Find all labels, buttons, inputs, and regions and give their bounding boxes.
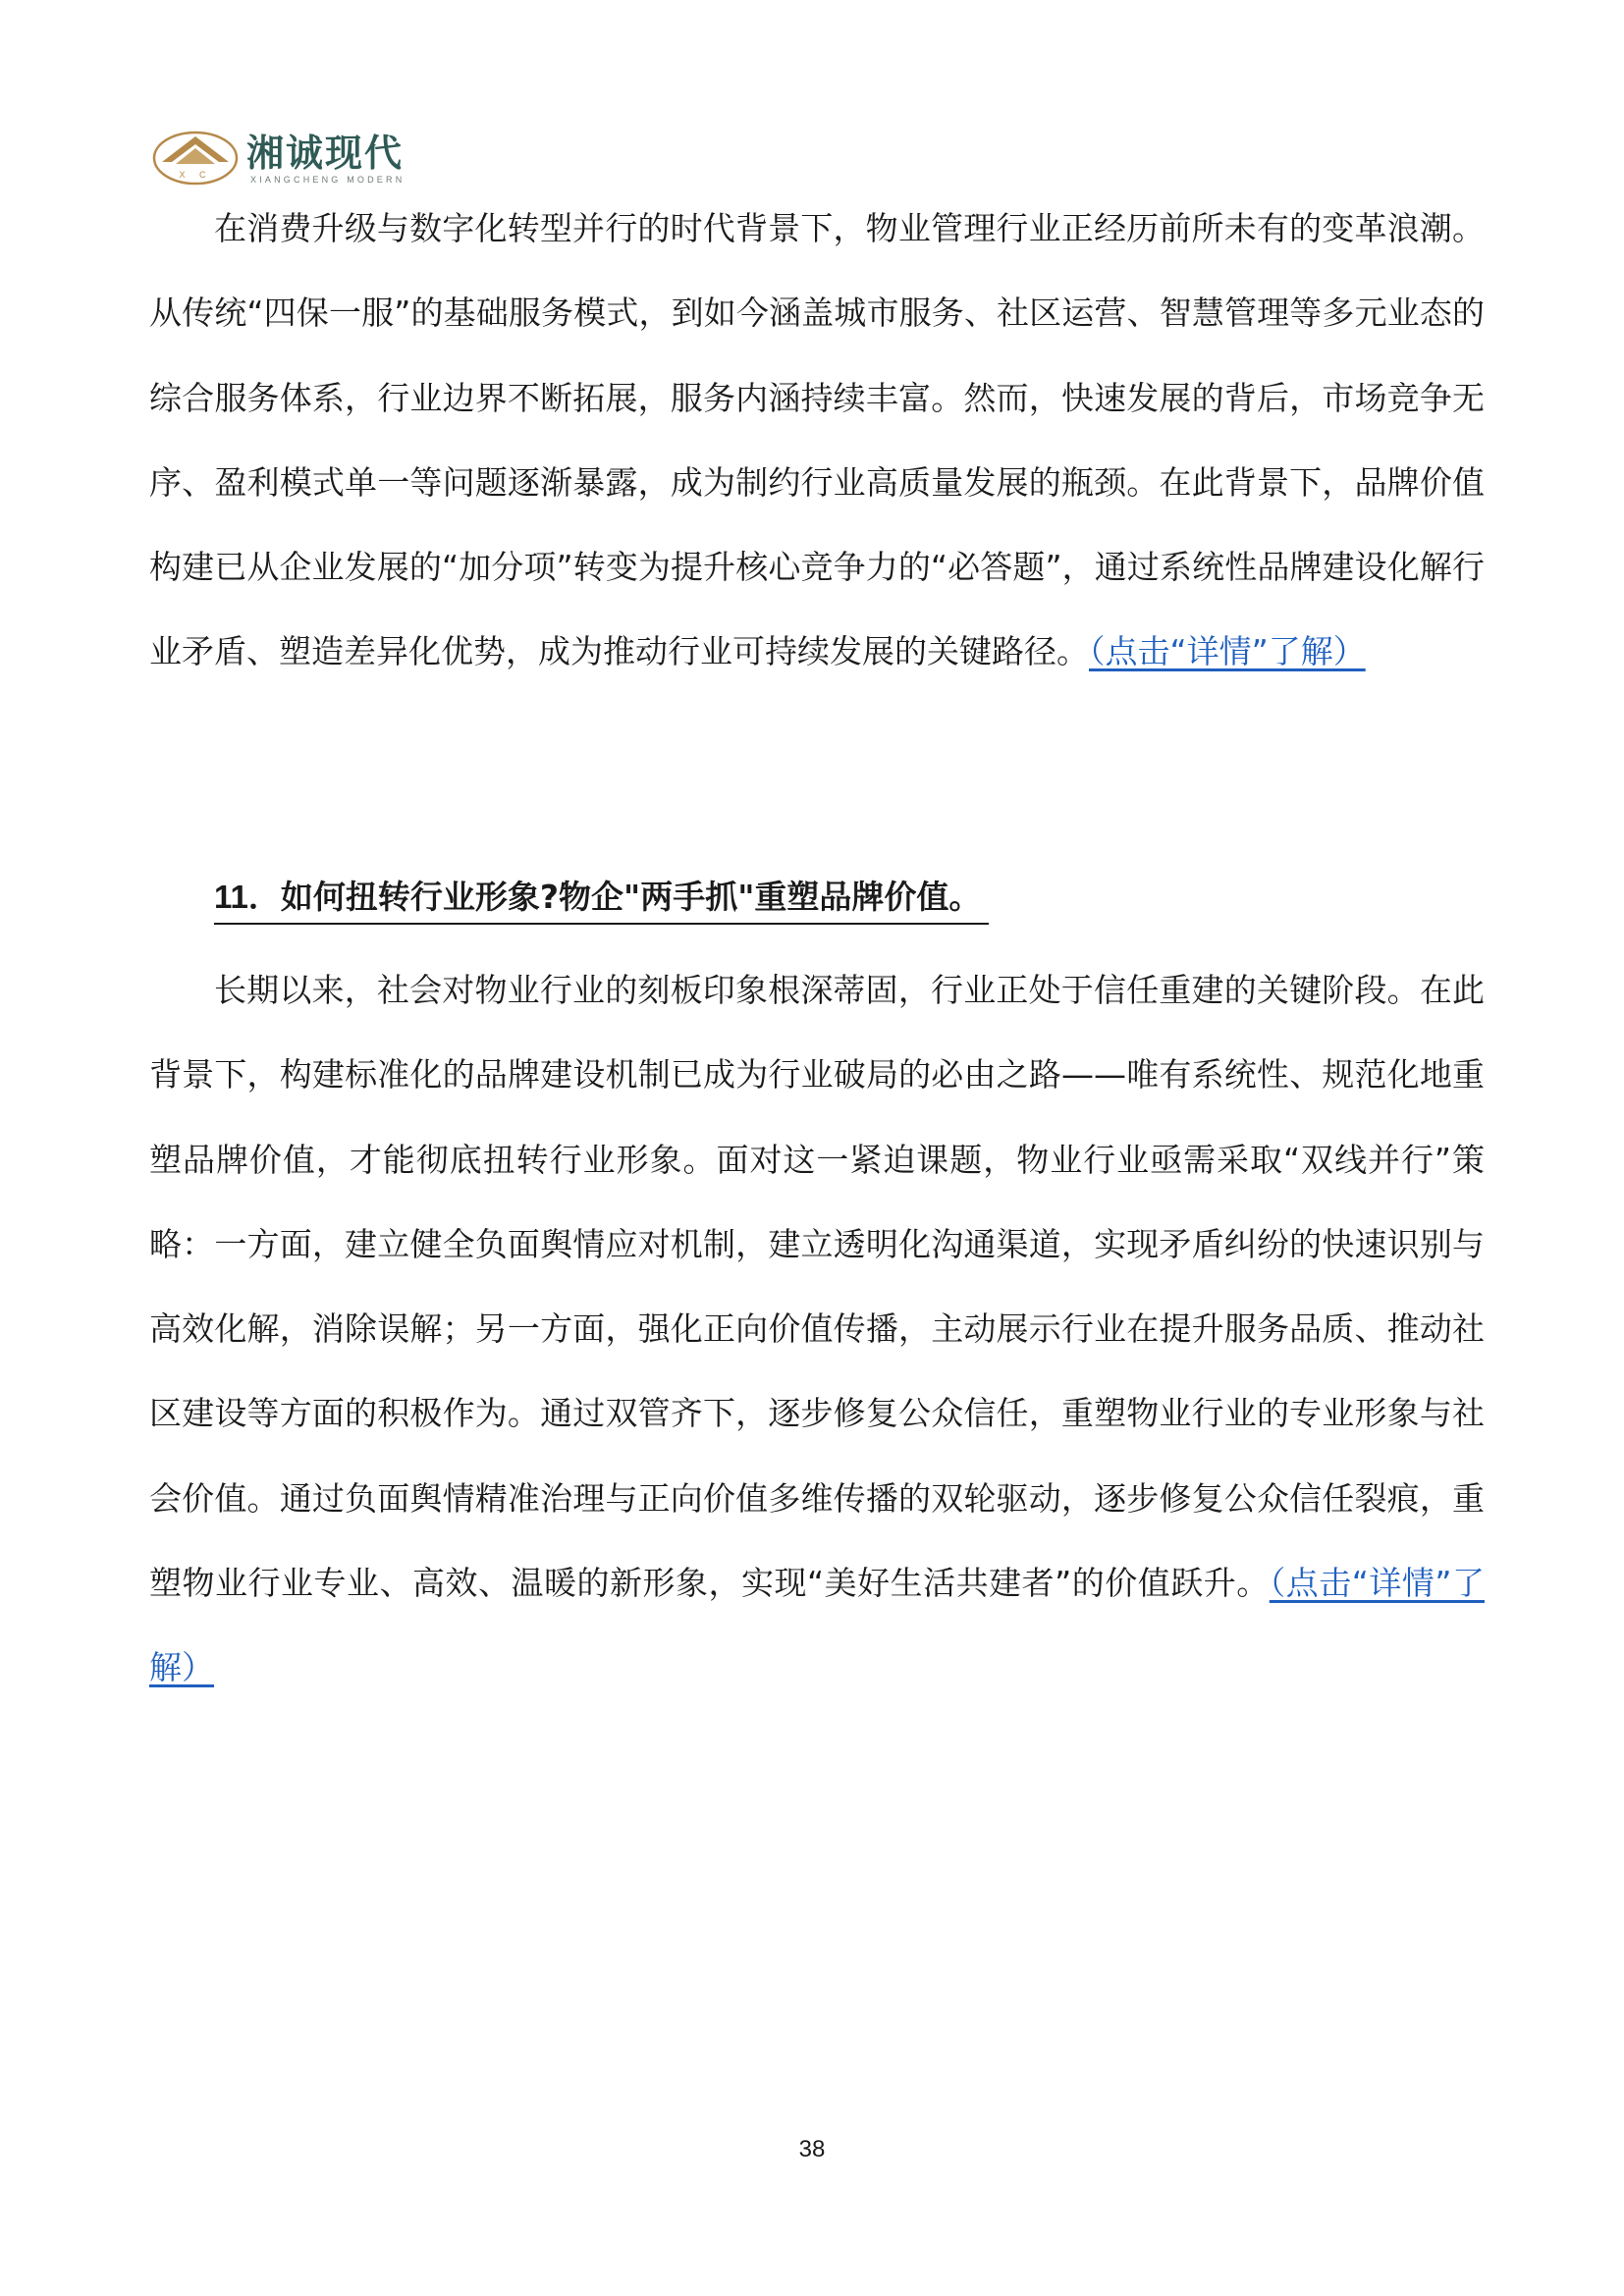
section2-body: 长期以来，社会对物业行业的刻板印象根深蒂固，行业正处于信任重建的关键阶段。在此背景下，构建标准化的品牌建设机制已成为行业破局的必由之路——唯有系统性、规范化地重塑品牌价值，才能彻底扭转行业形象。面对这一紧迫课题，物业行业亟需采取“双线并行”策略：一方面，建立健全负面舆情应对机制，建立透明化沟通渠道，实现矛盾纠纷的快速识别与高效化解，消除误解；另一方面，强化正向价值传播，主动展示行业在提升服务品质、推动社区建设等方面的积极作为。通过双管齐下，逐步修复公众信任，重塑物业行业的专业形象与社会价值。通过负面舆情精准治理与正向价值多维传播的双轮驱动，逐步修复公众信任裂痕，重塑物业行业专业、高效、温暖的新形象，实现“美好生活共建者”的价值跃升。 [149, 971, 1485, 1603]
section1-details-link[interactable]: （点击“详情”了解） [1089, 632, 1366, 671]
logo-name: 湘诚现代 [246, 131, 405, 175]
section2-title: 如何扭转行业形象?物企"两手抓"重塑品牌价值。 [280, 878, 982, 916]
logo-mark-icon [152, 129, 239, 187]
logo-subtitle: XIANGCHENG MODERN [250, 174, 406, 185]
logo-text [246, 132, 405, 186]
section2-paragraph [149, 948, 1485, 1711]
section2-details-link[interactable]: （点击“详情”了解） [149, 1564, 1485, 1687]
page-number: 38 [798, 2136, 826, 2163]
logo-mark-letters: X C [179, 170, 212, 180]
section1-paragraph [149, 187, 1485, 695]
company-logo [152, 126, 405, 190]
section2-heading [214, 874, 989, 925]
section1-body: 在消费升级与数字化转型并行的时代背景下，物业管理行业正经历前所未有的变革浪潮。从传统“四保一服”的基础服务模式，到如今涵盖城市服务、社区运营、智慧管理等多元业态的综合服务体系，行业边界不断拓展，服务内涵持续丰富。然而，快速发展的背后，市场竞争无序、盈利模式单一等问题逐渐暴露，成为制约行业高质量发展的瓶颈。在此背景下，品牌价值构建已从企业发展的“加分项”转变为提升核心竞争力的“必答题”，通过系统性品牌建设化解行业矛盾、塑造差异化优势，成为推动行业可持续发展的关键路径。 [149, 209, 1485, 671]
section2-number: 11． [214, 879, 281, 915]
